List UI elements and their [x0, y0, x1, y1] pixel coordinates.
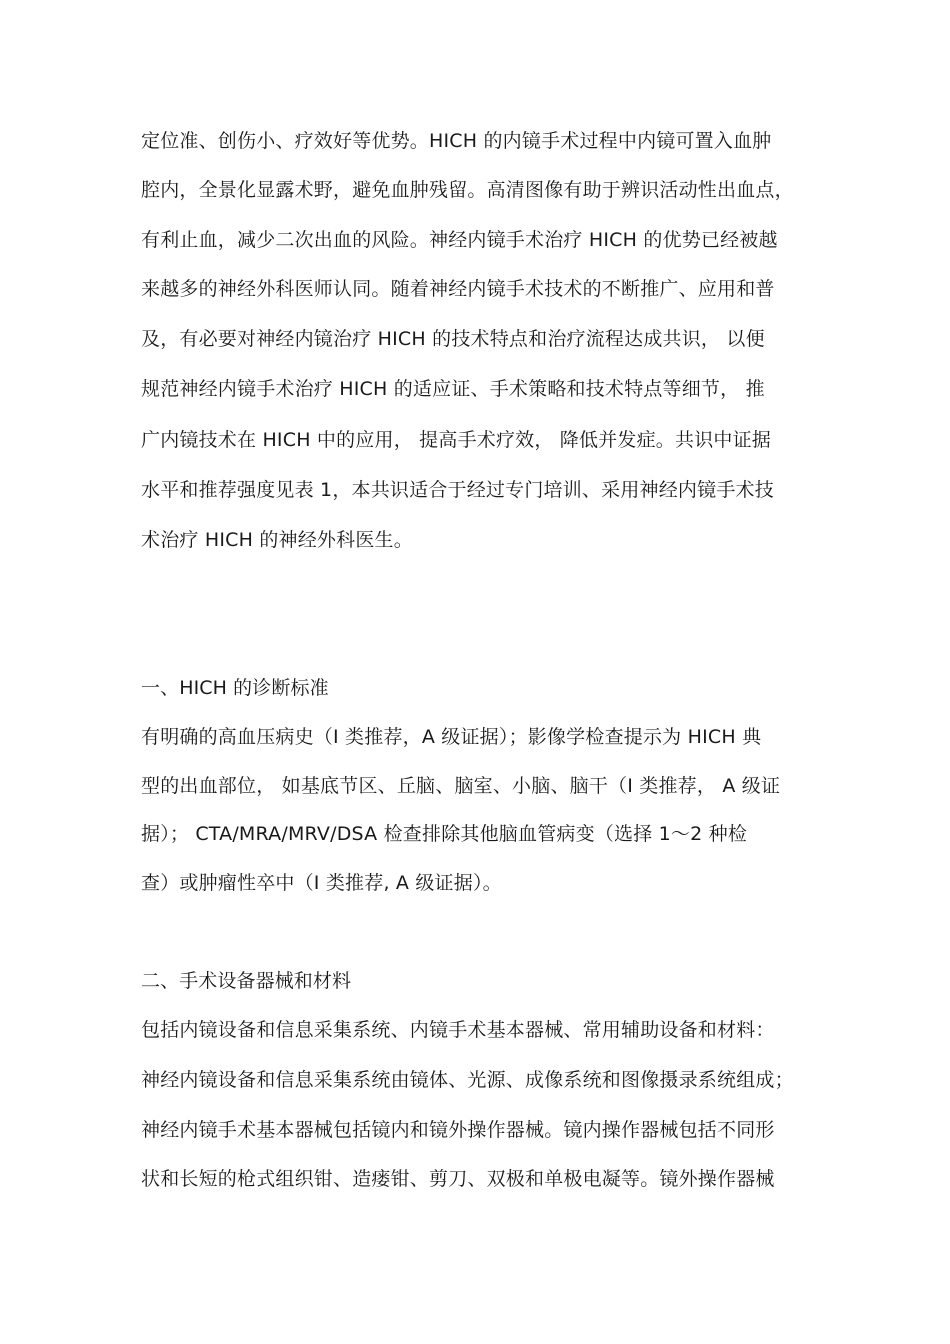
section-heading-diagnosis: 一、HICH 的诊断标准 [141, 677, 329, 699]
diagnosis-line-1: 有明确的高血压病史（I 类推荐，A 级证据）；影像学检查提示为 HICH 典 [141, 726, 762, 748]
diagnosis-line-3: 据）； CTA/MRA/MRV/DSA 检查排除其他脑血管病变（选择 1～2 种检 [141, 823, 748, 845]
section-heading-equipment: 二、手术设备器械和材料 [141, 970, 352, 992]
intro-line-9: 术治疗 HICH 的神经外科医生。 [141, 529, 413, 551]
diagnosis-line-4: 查）或肿瘤性卒中（I 类推荐, A 级证据）。 [141, 872, 502, 894]
equipment-line-4: 状和长短的枪式组织钳、造瘘钳、剪刀、双极和单极电凝等。镜外操作器械 [141, 1168, 775, 1190]
intro-line-8: 水平和推荐强度见表 1，本共识适合于经过专门培训、采用神经内镜手术技 [141, 479, 774, 501]
intro-line-4: 来越多的神经外科医师认同。随着神经内镜手术技术的不断推广、应用和普 [141, 278, 775, 300]
equipment-line-2: 神经内镜设备和信息采集系统由镜体、光源、成像系统和图像摄录系统组成； [141, 1069, 794, 1091]
intro-line-3: 有利止血，减少二次出血的风险。神经内镜手术治疗 HICH 的优势已经被越 [141, 229, 778, 251]
equipment-line-3: 神经内镜手术基本器械包括镜内和镜外操作器械。镜内操作器械包括不同形 [141, 1119, 775, 1141]
diagnosis-line-2: 型的出血部位， 如基底节区、丘脑、脑室、小脑、脑干（I 类推荐， A 级证 [141, 775, 781, 797]
intro-line-1: 定位准、创伤小、疗效好等优势。HICH 的内镜手术过程中内镜可置入血肿 [141, 130, 772, 152]
intro-line-7: 广内镜技术在 HICH 中的应用， 提高手术疗效， 降低并发症。共识中证据 [141, 429, 772, 451]
equipment-line-1: 包括内镜设备和信息采集系统、内镜手术基本器械、常用辅助设备和材料： [141, 1019, 775, 1041]
intro-line-2: 腔内，全景化显露术野，避免血肿残留。高清图像有助于辨识活动性出血点， [141, 179, 794, 201]
intro-line-6: 规范神经内镜手术治疗 HICH 的适应证、手术策略和技术特点等细节， 推 [141, 378, 765, 400]
intro-line-5: 及，有必要对神经内镜治疗 HICH 的技术特点和治疗流程达成共识， 以便 [141, 328, 765, 350]
